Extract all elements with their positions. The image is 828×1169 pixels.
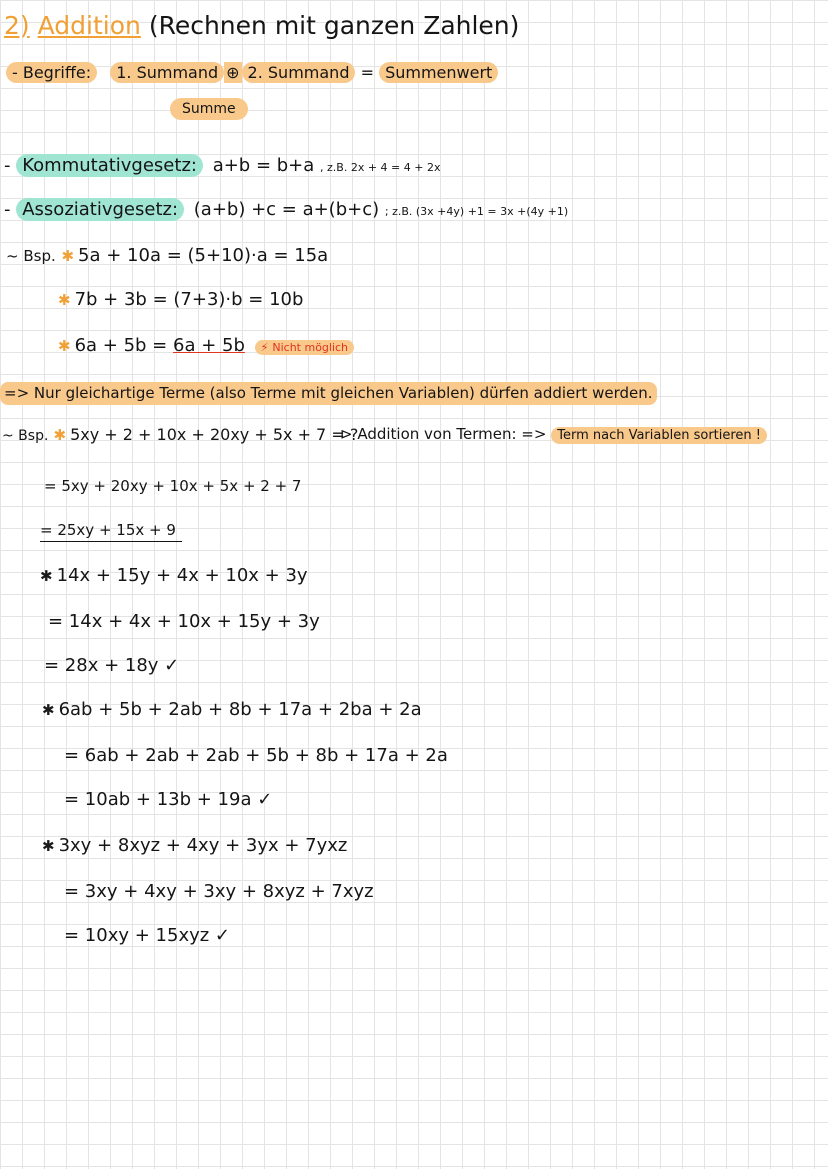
bsp1-line1: [6, 246, 328, 267]
bsp2-line10: [42, 836, 347, 857]
bsp2-line8: = 6ab + 2ab + 2ab + 5b + 8b + 17a + 2a: [64, 745, 448, 766]
bsp2-line6: = 28x + 18y ✓: [44, 655, 180, 676]
bsp2-expr7: 6ab + 5b + 2ab + 8b + 17a + 2ba + 2a: [58, 699, 422, 720]
bsp2-label: ~ Bsp.: [2, 428, 49, 444]
dash: -: [4, 199, 11, 220]
star-icon: ✱: [58, 337, 71, 355]
bsp2-line7: [42, 700, 422, 721]
bsp2-line4: [40, 566, 308, 587]
title-rest: (Rechnen mit ganzen Zahlen): [148, 11, 520, 40]
kommutativ-formula: a+b = b+a: [212, 155, 315, 176]
nicht-moeglich-tag: [255, 340, 354, 355]
bsp2-line12: = 10xy + 15xyz ✓: [64, 925, 230, 946]
bsp2-note: [340, 426, 767, 444]
summand-1: 1. Summand: [110, 62, 224, 83]
bsp1-label: ~ Bsp.: [6, 247, 56, 265]
dash: -: [4, 155, 11, 176]
title-word: Addition: [37, 11, 141, 40]
bsp1-expr1: 5a + 10a = (5+10)·a = 15a: [78, 245, 329, 266]
summenwert: Summenwert: [379, 62, 498, 83]
plus-symbol: ⊕: [226, 63, 240, 82]
bsp2-line1: [2, 426, 358, 444]
bsp2-line9: = 10ab + 13b + 19a ✓: [64, 789, 273, 810]
title-number: 2): [4, 11, 30, 40]
begriffe-line: [6, 64, 498, 82]
bsp2-note-highlight: Term nach Variablen sortieren !: [551, 427, 767, 444]
rule-statement: => Nur gleichartige Terme (also Terme mit gleichen Variablen) dürfen addiert werden.: [0, 382, 657, 405]
star-icon: ✱: [42, 701, 55, 719]
star-icon: ✱: [58, 291, 71, 309]
bsp2-line11: = 3xy + 4xy + 3xy + 8xyz + 7xyz: [64, 881, 374, 902]
bsp1-expr2: 7b + 3b = (7+3)·b = 10b: [74, 289, 304, 310]
kommutativ-example: , z.B. 2x + 4 = 4 + 2x: [320, 161, 441, 174]
bsp2-expr10: 3xy + 8xyz + 4xy + 3yx + 7yxz: [58, 835, 348, 856]
bsp2-line5: = 14x + 4x + 10x + 15y + 3y: [48, 611, 320, 632]
star-icon: ✱: [61, 247, 75, 265]
nicht-moeglich-text: Nicht möglich: [272, 341, 349, 354]
lightning-icon: ⚡: [260, 341, 269, 354]
bsp1-expr3b: 6a: [173, 335, 196, 356]
assoziativ-label: Assoziativgesetz:: [16, 198, 184, 221]
bsp1-expr3a: 6a + 5b =: [74, 335, 173, 356]
page-title: [4, 12, 519, 41]
summand-2: 2. Summand: [242, 62, 356, 83]
assoziativ-line: [4, 200, 568, 221]
bsp1-line3: [58, 336, 354, 357]
bsp2-line2: = 5xy + 20xy + 10x + 5x + 2 + 7: [44, 477, 302, 495]
assoziativ-example: ; z.B. (3x +4y) +1 = 3x +(4y +1): [384, 205, 569, 218]
star-icon: ✱: [40, 567, 53, 585]
kommutativ-line: [4, 156, 440, 177]
summe-label: Summe: [170, 98, 248, 120]
kommutativ-label: Kommutativgesetz:: [16, 154, 203, 177]
begriffe-label: - Begriffe:: [6, 62, 97, 83]
bsp2-expr1: 5xy + 2 + 10x + 20xy + 5x + 7 = ?: [70, 425, 359, 444]
bsp2-expr4: 14x + 15y + 4x + 10x + 3y: [56, 565, 308, 586]
star-icon: ✱: [53, 426, 67, 444]
star-icon: ✱: [42, 837, 55, 855]
equals-sign: =: [360, 63, 374, 82]
bsp2-note-text: ⊳ Addition von Termen: =>: [340, 425, 547, 443]
bsp1-expr3c: + 5b: [195, 335, 245, 356]
bsp1-line2: [58, 290, 303, 311]
assoziativ-formula: (a+b) +c = a+(b+c): [193, 199, 380, 220]
bsp2-line3: = 25xy + 15x + 9: [40, 522, 182, 542]
